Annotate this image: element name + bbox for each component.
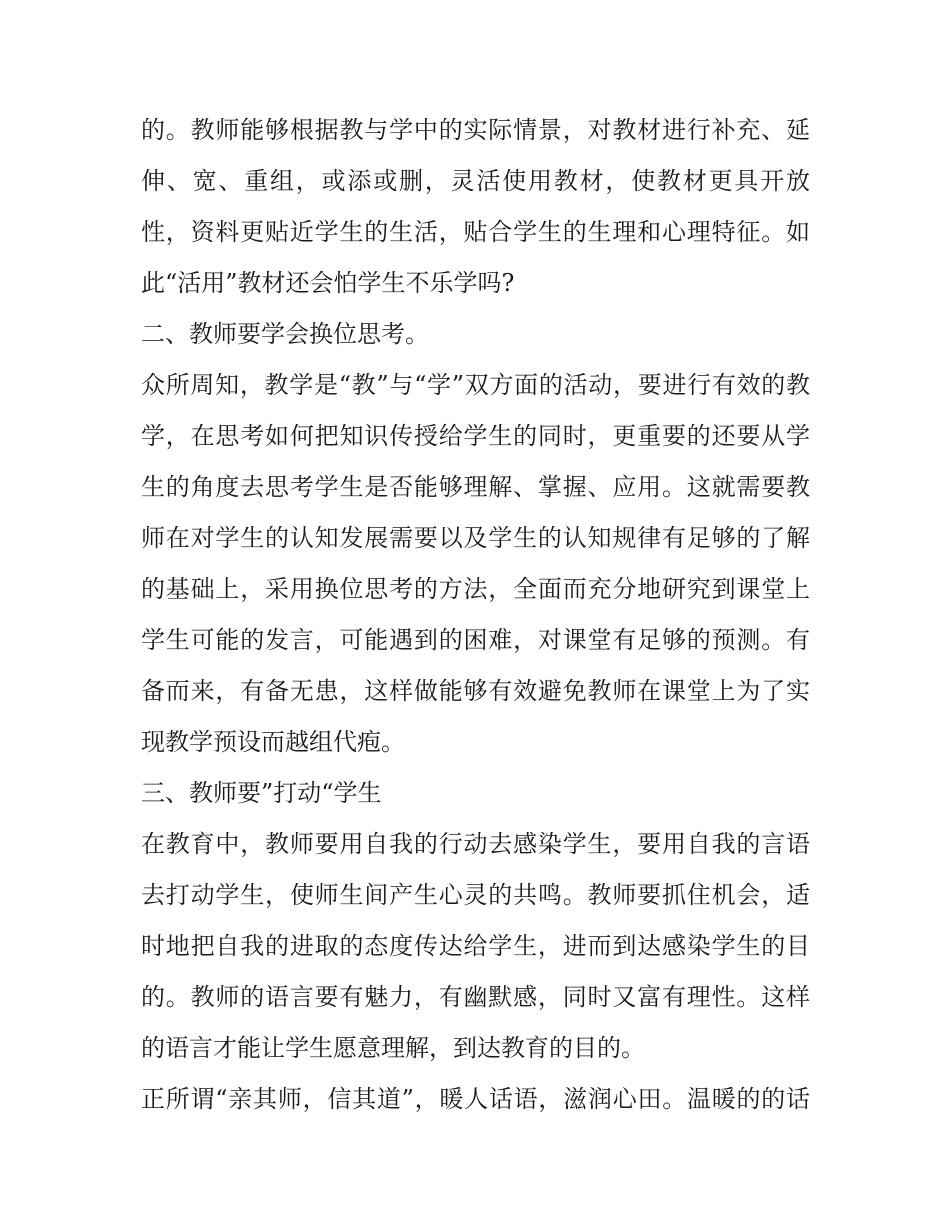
text-line-12: 备而来，有备无患，这样做能够有效避免教师在课堂上为了实 bbox=[141, 677, 811, 705]
text-line-13: 现教学预设而越组代疱。 bbox=[141, 728, 405, 756]
text-line-8: 生的角度去思考学生是否能够理解、掌握、应用。这就需要教 bbox=[141, 473, 811, 501]
text-line-18: 的。教师的语言要有魅力，有幽默感，同时又富有理性。这样 bbox=[141, 983, 811, 1011]
text-line-7: 学，在思考如何把知识传授给学生的同时，更重要的还要从学 bbox=[141, 422, 811, 450]
text-line-19: 的语言才能让学生愿意理解，到达教育的目的。 bbox=[141, 1034, 645, 1062]
text-line-2: 伸、宽、重组，或添或删，灵活使用教材，使教材更具开放 bbox=[141, 167, 812, 195]
text-line-20: 正所谓“亲其师，信其道”，暖人话语，滋润心田。温暖的的话 bbox=[141, 1085, 811, 1113]
text-line-6: 众所周知，教学是“教”与“学”双方面的活动，要进行有效的教 bbox=[141, 371, 811, 399]
text-line-15: 在教育中，教师要用自我的行动去感染学生，要用自我的言语 bbox=[141, 830, 811, 858]
section-heading-2: 二、教师要学会换位思考。 bbox=[141, 320, 429, 348]
text-line-9: 师在对学生的认知发展需要以及学生的认知规律有足够的了解 bbox=[141, 524, 811, 552]
text-line-11: 学生可能的发言，可能遇到的困难，对课堂有足够的预测。有 bbox=[141, 626, 811, 654]
text-line-1: 的。教师能够根据教与学中的实际情景，对教材进行补充、延 bbox=[141, 116, 811, 144]
text-line-3: 性，资料更贴近学生的生活，贴合学生的生理和心理特征。如 bbox=[141, 218, 811, 246]
text-line-16: 去打动学生，使师生间产生心灵的共鸣。教师要抓住机会，适 bbox=[141, 881, 811, 909]
text-line-17: 时地把自我的进取的态度传达给学生，进而到达感染学生的目 bbox=[141, 932, 811, 960]
text-line-10: 的基础上，采用换位思考的方法，全面而充分地研究到课堂上 bbox=[141, 575, 811, 603]
section-heading-3: 三、教师要”打动“学生 bbox=[141, 779, 382, 807]
text-line-4: 此“活用”教材还会怕学生不乐学吗? bbox=[141, 269, 515, 297]
